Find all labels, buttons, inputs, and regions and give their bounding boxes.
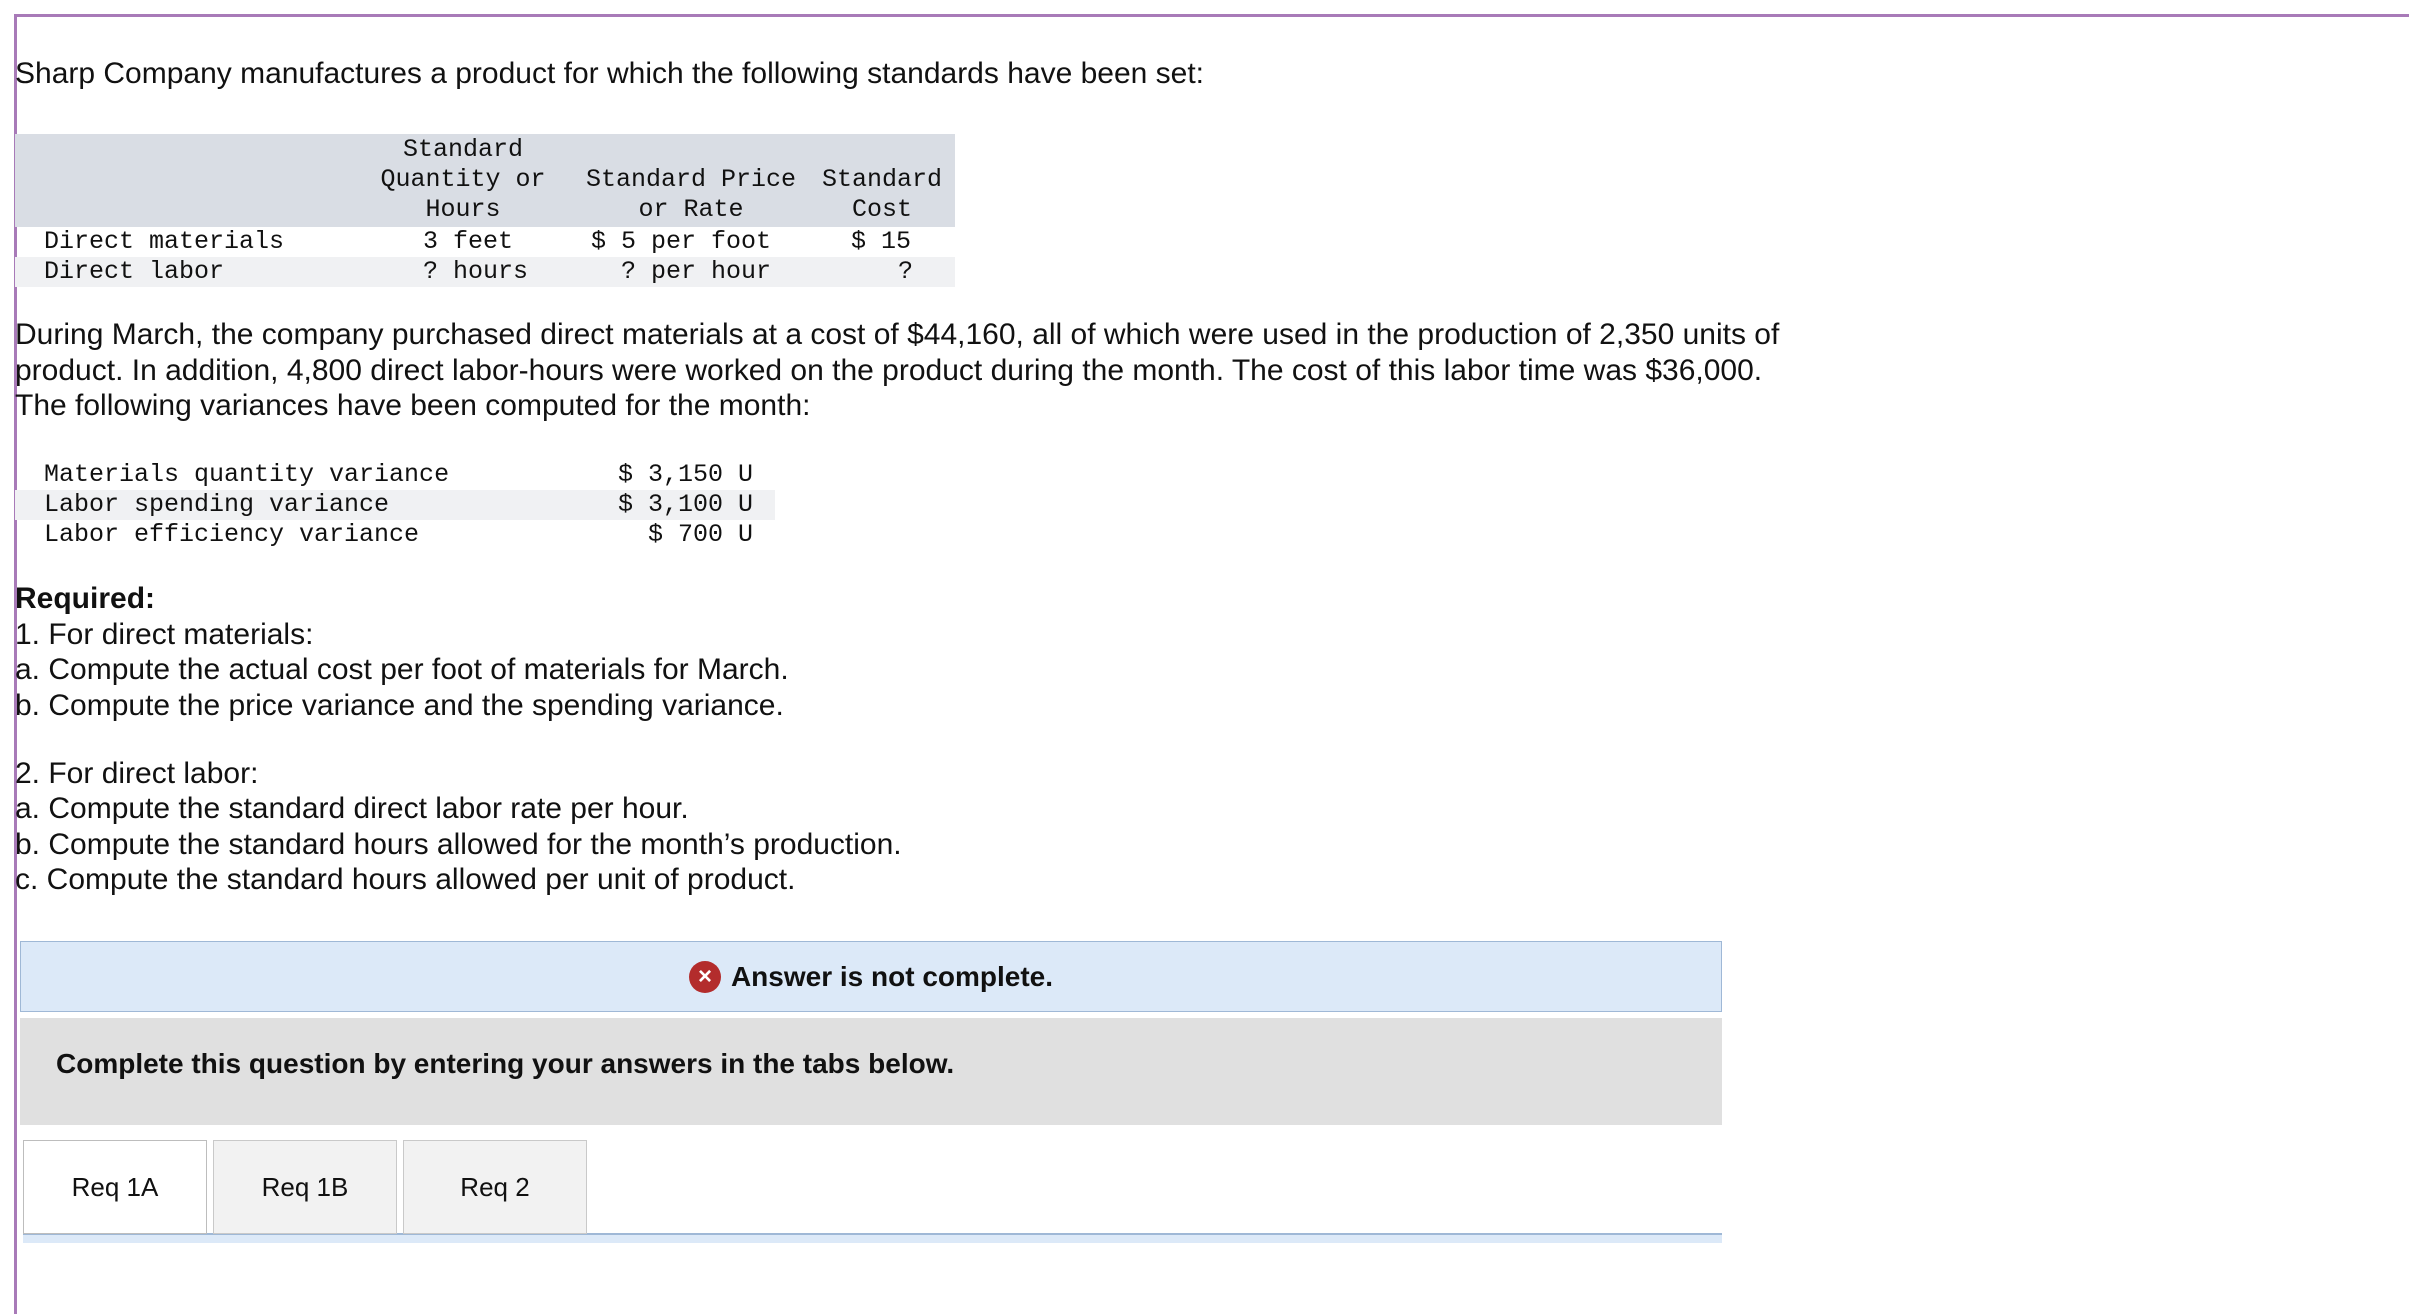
header-quantity: Standard Quantity or Hours [380, 135, 546, 224]
table-row [15, 490, 775, 520]
tab-panel [23, 1235, 1722, 1243]
standards-table-header [15, 134, 955, 227]
row-quantity: ? hours [423, 257, 529, 286]
required-line: a. Compute the standard direct labor rate per hour. [15, 792, 689, 825]
required-heading: Required: [15, 582, 156, 615]
tab-req-1b[interactable]: Req 1B [213, 1140, 397, 1234]
header-price: Standard Price or Rate [585, 165, 797, 224]
narrative-line-1: During March, the company purchased direct materials at a cost of $44,160, all of which were used in the production of 2,350 units of [15, 318, 1780, 351]
row-quantity: 3 feet [423, 227, 514, 256]
row-item: Direct labor [44, 257, 225, 286]
instructions-text: Complete this question by entering your answers in the tabs below. [56, 1048, 955, 1079]
answer-status-bar [20, 941, 1722, 1012]
variance-value: $ 3,100 U [617, 490, 753, 519]
required-line: c. Compute the standard hours allowed per unit of product. [15, 863, 796, 896]
required-line: b. Compute the standard hours allowed for the month’s production. [15, 828, 902, 861]
intro-text: Sharp Company manufactures a product for which the following standards have been set: [15, 57, 1205, 90]
required-line: a. Compute the actual cost per foot of materials for March. [15, 653, 789, 686]
variance-label: Labor efficiency variance [44, 520, 420, 549]
narrative-line-3: The following variances have been computed for the month: [15, 389, 811, 422]
variance-value: $ 3,150 U [617, 460, 753, 489]
variance-value: $ 700 U [647, 520, 753, 549]
row-price: ? per hour [621, 257, 772, 286]
table-row [15, 460, 775, 490]
instructions-bar [20, 1018, 1722, 1125]
variance-label: Labor spending variance [44, 490, 390, 519]
standards-table [15, 134, 955, 287]
variances-table [15, 460, 775, 550]
tab-req-2[interactable]: Req 2 [403, 1140, 587, 1234]
row-cost: $ 15 [851, 227, 912, 256]
required-line: 2. For direct labor: [15, 757, 259, 790]
required-line: b. Compute the price variance and the spending variance. [15, 689, 784, 722]
narrative-line-2: product. In addition, 4,800 direct labor-hours were worked on the product during the month. The cost of this labor time was $36,000. [15, 354, 1763, 387]
row-price: $ 5 per foot [591, 227, 772, 256]
variance-label: Materials quantity variance [44, 460, 450, 489]
error-circle-icon: × [689, 961, 721, 993]
header-cost: Standard Cost [821, 165, 943, 224]
answer-status-text: Answer is not complete. [730, 960, 1054, 992]
tab-req-1a[interactable]: Req 1A [23, 1140, 207, 1234]
table-row [15, 227, 955, 257]
table-row [15, 520, 775, 550]
required-line: 1. For direct materials: [15, 618, 314, 651]
row-item: Direct materials [44, 227, 285, 256]
table-row [15, 257, 955, 287]
row-cost: ? [898, 257, 914, 286]
